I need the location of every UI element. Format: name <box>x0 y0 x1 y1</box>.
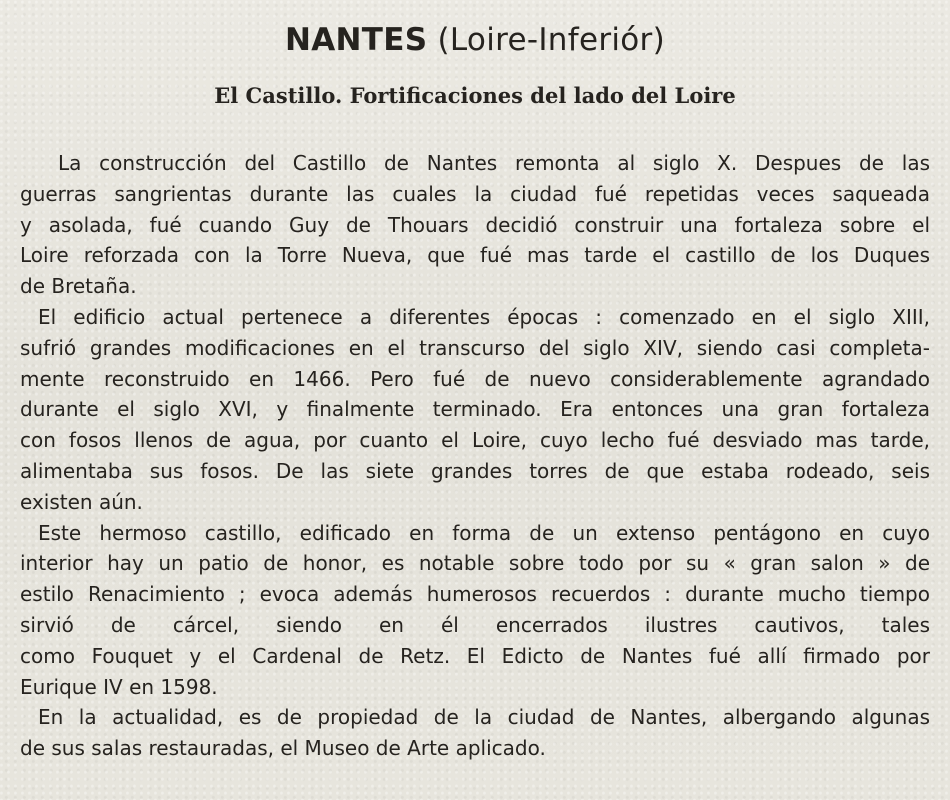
text-line: Este hermoso castillo, edificado en forma de un extenso pentágono en cuyo <box>38 520 930 545</box>
text-line: y asolada, fué cuando Guy de Thouars decidió construir una fortaleza sobre el <box>20 212 930 237</box>
text-line: de sus salas restauradas, el Museo de Arte aplicado. <box>20 736 546 761</box>
paragraph-3 <box>20 518 930 703</box>
body-text <box>20 148 930 764</box>
page-subtitle: El Castillo. Fortificaciones del lado del Loire <box>214 83 736 108</box>
paragraph-4 <box>20 702 930 764</box>
text-line: La construcción del Castillo de Nantes remonta al siglo X. Despues de las <box>58 151 930 175</box>
text-line: durante el siglo XVI, y finalmente terminado. Era entonces una gran fortaleza <box>20 397 930 422</box>
text-line: con fosos llenos de agua, por cuanto el Loire, cuyo lecho fué desviado mas tarde, <box>20 428 930 453</box>
text-line: Eurique IV en 1598. <box>20 674 218 699</box>
text-line: guerras sangrientas durante las cuales la ciudad fué repetidas veces saqueada <box>20 181 930 206</box>
paragraph-1 <box>20 148 930 302</box>
text-line: En la actualidad, es de propiedad de la ciudad de Nantes, albergando algunas <box>38 705 930 730</box>
text-line: existen aún. <box>20 489 143 514</box>
text-line: mente reconstruido en 1466. Pero fué de nuevo considerablemente agrandado <box>20 366 930 391</box>
text-line: interior hay un patio de honor, es notable sobre todo por su « gran salon » de <box>20 551 930 576</box>
page-title <box>0 22 950 58</box>
paragraph-2 <box>20 302 930 518</box>
text-line: sufrió grandes modificaciones en el transcurso del siglo XIV, siendo casi completa- <box>20 335 930 360</box>
text-line: alimentaba sus fosos. De las siete grandes torres de que estaba rodeado, seis <box>20 458 930 483</box>
text-line: El edificio actual pertenece a diferentes épocas : comenzado en el siglo XIII, <box>38 304 930 329</box>
text-line: estilo Renacimiento ; evoca además humerosos recuerdos : durante mucho tiempo <box>20 582 930 607</box>
text-line: sirvió de cárcel, siendo en él encerrados ilustres cautivos, tales <box>20 612 930 637</box>
text-line: como Fouquet y el Cardenal de Retz. El Edicto de Nantes fué allí firmado por <box>20 643 930 668</box>
title-region: (Loire-Inferiór) <box>437 22 665 58</box>
title-place: NANTES <box>285 22 428 58</box>
text-line: de Bretaña. <box>20 274 137 299</box>
text-line: Loire reforzada con la Torre Nueva, que fué mas tarde el castillo de los Duques <box>20 243 930 268</box>
